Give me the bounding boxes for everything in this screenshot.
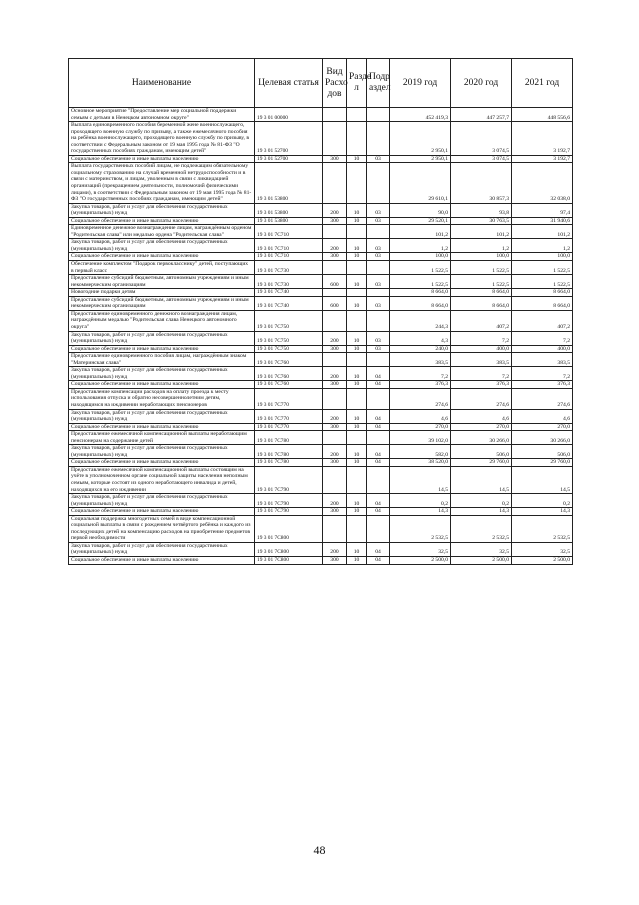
- row-subsection-cell: 03: [367, 296, 390, 310]
- row-name-cell: Социальное обеспечение и иные выплаты населению: [69, 155, 255, 163]
- row-2021-cell: 2 532,5: [512, 515, 573, 542]
- row-type-cell: 200: [323, 331, 347, 345]
- row-2019-cell: 4,6: [390, 409, 451, 423]
- table-row: [69, 239, 573, 253]
- row-2019-cell: 383,5: [390, 353, 451, 367]
- row-2020-cell: 407,2: [451, 310, 512, 331]
- table-row: [69, 515, 573, 542]
- col-header-2020: 2020 год: [451, 59, 512, 108]
- row-target-cell: 19 3 01 7С780: [255, 445, 323, 459]
- row-2020-cell: 100,0: [451, 253, 512, 261]
- row-subsection-cell: 03: [367, 155, 390, 163]
- row-target-cell: 19 3 01 52700: [255, 155, 323, 163]
- row-target-cell: 19 3 01 7С710: [255, 225, 323, 239]
- row-subsection-cell: 03: [367, 275, 390, 289]
- row-2020-cell: 1 522,5: [451, 261, 512, 275]
- row-2019-cell: 29 610,1: [390, 163, 451, 203]
- row-type-cell: [323, 353, 347, 367]
- row-name-cell: Социальное обеспечение и иные выплаты населению: [69, 508, 255, 516]
- row-target-cell: 19 3 01 7С730: [255, 275, 323, 289]
- row-subsection-cell: [367, 122, 390, 156]
- row-type-cell: 300: [323, 381, 347, 389]
- row-type-cell: 300: [323, 217, 347, 225]
- table-row: [69, 557, 573, 565]
- table-header-row: [69, 59, 573, 108]
- row-subsection-cell: [367, 431, 390, 445]
- table-row: [69, 296, 573, 310]
- row-type-cell: [323, 310, 347, 331]
- row-name-cell: Социальная поддержка многодетных семей в виде компенсационной социальной выплаты в связи с рождением четвёртого ребёнка и каждого из последующих детей на компенсацию расходов на приобретение предметов первой необходимости: [69, 515, 255, 542]
- row-section-cell: 10: [347, 203, 367, 217]
- row-subsection-cell: 03: [367, 253, 390, 261]
- row-section-cell: 10: [347, 423, 367, 431]
- row-target-cell: 19 3 01 7С710: [255, 253, 323, 261]
- table-row: [69, 431, 573, 445]
- row-subsection-cell: 03: [367, 239, 390, 253]
- row-target-cell: 19 3 01 7С780: [255, 459, 323, 467]
- row-subsection-cell: 04: [367, 542, 390, 556]
- row-subsection-cell: 03: [367, 203, 390, 217]
- row-name-cell: Основное мероприятие "Предоставление мер социальной поддержки семьям с детьми в Ненецком автономном округе": [69, 108, 255, 122]
- row-2019-cell: 274,6: [390, 388, 451, 409]
- row-2019-cell: 32,5: [390, 542, 451, 556]
- row-target-cell: 19 3 01 7С780: [255, 431, 323, 445]
- row-2021-cell: 0,2: [512, 494, 573, 508]
- row-section-cell: 10: [347, 296, 367, 310]
- row-name-cell: Социальное обеспечение и иные выплаты населению: [69, 381, 255, 389]
- row-section-cell: [347, 466, 367, 493]
- row-section-cell: 10: [347, 459, 367, 467]
- row-2020-cell: 383,5: [451, 353, 512, 367]
- row-target-cell: 19 3 01 7С710: [255, 239, 323, 253]
- table-body: [69, 108, 573, 565]
- row-section-cell: 10: [347, 331, 367, 345]
- row-2019-cell: 244,3: [390, 310, 451, 331]
- row-section-cell: 10: [347, 494, 367, 508]
- row-section-cell: [347, 515, 367, 542]
- row-type-cell: 300: [323, 459, 347, 467]
- row-subsection-cell: 04: [367, 494, 390, 508]
- row-2020-cell: 14,3: [451, 508, 512, 516]
- row-2020-cell: 32,5: [451, 542, 512, 556]
- row-section-cell: [347, 108, 367, 122]
- table-row: [69, 367, 573, 381]
- row-name-cell: Социальное обеспечение и иные выплаты населению: [69, 217, 255, 225]
- row-2021-cell: 274,6: [512, 388, 573, 409]
- row-2021-cell: 1,2: [512, 239, 573, 253]
- row-2021-cell: 97,4: [512, 203, 573, 217]
- table-row: [69, 409, 573, 423]
- row-2019-cell: 8 664,0: [390, 289, 451, 297]
- table-row: [69, 353, 573, 367]
- row-type-cell: [323, 261, 347, 275]
- row-target-cell: 19 3 01 7С760: [255, 367, 323, 381]
- row-subsection-cell: 04: [367, 367, 390, 381]
- row-name-cell: Социальное обеспечение и иные выплаты населению: [69, 345, 255, 353]
- row-target-cell: 19 3 01 7С750: [255, 331, 323, 345]
- row-2021-cell: 407,2: [512, 310, 573, 331]
- row-subsection-cell: [367, 466, 390, 493]
- table-row: [69, 225, 573, 239]
- row-name-cell: Предоставление ежемесячной компенсационной выплаты состоящим на учёте в уполномоченном органе социальной защиты населения неполным семьям, которые состоят из одного неработающего инвалида и детей, находящихся на его иждивении: [69, 466, 255, 493]
- row-section-cell: [347, 388, 367, 409]
- row-2020-cell: 14,5: [451, 466, 512, 493]
- row-2021-cell: 270,0: [512, 423, 573, 431]
- row-2020-cell: 3 074,5: [451, 155, 512, 163]
- row-name-cell: Предоставление единовременного пособия лицам, награждённым знаком "Материнская слава": [69, 353, 255, 367]
- row-2019-cell: 376,3: [390, 381, 451, 389]
- table-row: [69, 108, 573, 122]
- row-2020-cell: 7,2: [451, 367, 512, 381]
- row-target-cell: 19 3 01 7С790: [255, 466, 323, 493]
- row-2019-cell: 240,0: [390, 345, 451, 353]
- row-2021-cell: 448 556,6: [512, 108, 573, 122]
- table-row: [69, 253, 573, 261]
- row-type-cell: 300: [323, 155, 347, 163]
- row-subsection-cell: 03: [367, 345, 390, 353]
- row-type-cell: 200: [323, 203, 347, 217]
- row-target-cell: 19 3 01 7С760: [255, 381, 323, 389]
- row-2019-cell: 270,0: [390, 423, 451, 431]
- row-2021-cell: 8 664,0: [512, 289, 573, 297]
- row-2021-cell: 29 760,0: [512, 459, 573, 467]
- col-header-name: Наименование: [69, 59, 255, 108]
- row-2020-cell: 30 763,5: [451, 217, 512, 225]
- table-row: [69, 261, 573, 275]
- row-subsection-cell: 04: [367, 508, 390, 516]
- page-number: 48: [313, 843, 326, 857]
- row-target-cell: 19 3 01 7С800: [255, 542, 323, 556]
- row-target-cell: 19 3 01 53800: [255, 203, 323, 217]
- table-row: [69, 345, 573, 353]
- table-row: [69, 494, 573, 508]
- row-2019-cell: 14,5: [390, 466, 451, 493]
- row-name-cell: Закупка товаров, работ и услуг для обеспечения государственных (муниципальных) нужд: [69, 239, 255, 253]
- row-2021-cell: 400,0: [512, 345, 573, 353]
- row-target-cell: 19 3 01 52700: [255, 122, 323, 156]
- table-row: [69, 155, 573, 163]
- col-header-target: Целевая статья: [255, 59, 323, 108]
- row-name-cell: Закупка товаров, работ и услуг для обеспечения государственных (муниципальных) нужд: [69, 409, 255, 423]
- row-2019-cell: 38 520,0: [390, 459, 451, 467]
- row-target-cell: 19 3 01 7С750: [255, 345, 323, 353]
- row-subsection-cell: [367, 163, 390, 203]
- row-2020-cell: 506,0: [451, 445, 512, 459]
- row-subsection-cell: 04: [367, 409, 390, 423]
- row-2021-cell: 30 266,0: [512, 431, 573, 445]
- row-2020-cell: 8 664,0: [451, 296, 512, 310]
- row-2021-cell: 31 940,6: [512, 217, 573, 225]
- row-2021-cell: 100,0: [512, 253, 573, 261]
- row-2019-cell: 0,2: [390, 494, 451, 508]
- row-2021-cell: 1 522,5: [512, 261, 573, 275]
- table-row: [69, 122, 573, 156]
- row-type-cell: 300: [323, 345, 347, 353]
- row-section-cell: 10: [347, 345, 367, 353]
- row-section-cell: 10: [347, 557, 367, 565]
- row-2019-cell: 39 102,0: [390, 431, 451, 445]
- row-section-cell: 10: [347, 239, 367, 253]
- row-2019-cell: 29 520,1: [390, 217, 451, 225]
- row-type-cell: [323, 225, 347, 239]
- row-2020-cell: 8 664,0: [451, 289, 512, 297]
- col-header-subsection: Подр аздел: [367, 59, 390, 108]
- row-section-cell: [347, 261, 367, 275]
- row-2019-cell: 1,2: [390, 239, 451, 253]
- row-name-cell: Выплата государственных пособий лицам, не подлежащим обязательному социальному страхованию на случай временной нетрудоспособности и в связи с материнством, и лицам, уволенным в связи с ликвидацией организаций (прекращением деятельности, полномочий физическими лицами), в соответствии с Федеральным законом от 19 мая 1995 года № 81-ФЗ "О государственных пособиях гражданам, имеющим детей": [69, 163, 255, 203]
- row-section-cell: [347, 353, 367, 367]
- row-name-cell: Единовременное денежное вознаграждение лицам, награждённым орденом "Родительская слава" или медалью ордена "Родительская слава": [69, 225, 255, 239]
- table-row: [69, 310, 573, 331]
- row-type-cell: 200: [323, 445, 347, 459]
- row-section-cell: [347, 225, 367, 239]
- row-2020-cell: 400,0: [451, 345, 512, 353]
- row-2021-cell: 32 038,0: [512, 163, 573, 203]
- row-subsection-cell: [367, 289, 390, 297]
- row-type-cell: 300: [323, 423, 347, 431]
- row-name-cell: Социальное обеспечение и иные выплаты населению: [69, 423, 255, 431]
- row-2021-cell: 1 522,5: [512, 275, 573, 289]
- table-row: [69, 289, 573, 297]
- row-subsection-cell: 04: [367, 459, 390, 467]
- row-subsection-cell: [367, 261, 390, 275]
- row-2021-cell: 7,2: [512, 331, 573, 345]
- row-2020-cell: 270,0: [451, 423, 512, 431]
- row-2021-cell: 506,0: [512, 445, 573, 459]
- row-2021-cell: 4,6: [512, 409, 573, 423]
- row-type-cell: [323, 515, 347, 542]
- row-subsection-cell: 04: [367, 557, 390, 565]
- row-type-cell: [323, 163, 347, 203]
- row-2019-cell: 1 522,5: [390, 275, 451, 289]
- row-target-cell: 19 3 01 7С740: [255, 296, 323, 310]
- row-subsection-cell: 04: [367, 381, 390, 389]
- row-section-cell: [347, 431, 367, 445]
- row-section-cell: 10: [347, 542, 367, 556]
- row-name-cell: Предоставление субсидий бюджетным, автономным учреждениям и иным некоммерческим организациям: [69, 296, 255, 310]
- row-2020-cell: 1 522,5: [451, 275, 512, 289]
- row-2021-cell: 3 192,7: [512, 122, 573, 156]
- row-section-cell: 10: [347, 253, 367, 261]
- table-row: [69, 542, 573, 556]
- row-2021-cell: 32,5: [512, 542, 573, 556]
- row-2019-cell: 1 522,5: [390, 261, 451, 275]
- row-type-cell: [323, 108, 347, 122]
- row-2019-cell: 7,2: [390, 367, 451, 381]
- col-header-2019: 2019 год: [390, 59, 451, 108]
- row-2019-cell: 2 950,1: [390, 155, 451, 163]
- table-row: [69, 217, 573, 225]
- row-2020-cell: 30 857,3: [451, 163, 512, 203]
- row-target-cell: 19 3 01 7С730: [255, 261, 323, 275]
- row-2020-cell: 7,2: [451, 331, 512, 345]
- row-2020-cell: 2 532,5: [451, 515, 512, 542]
- row-type-cell: 300: [323, 557, 347, 565]
- row-subsection-cell: [367, 388, 390, 409]
- row-2020-cell: 376,3: [451, 381, 512, 389]
- row-name-cell: Закупка товаров, работ и услуг для обеспечения государственных (муниципальных) нужд: [69, 203, 255, 217]
- row-2020-cell: 274,6: [451, 388, 512, 409]
- row-section-cell: [347, 122, 367, 156]
- row-subsection-cell: [367, 353, 390, 367]
- row-2020-cell: 1,2: [451, 239, 512, 253]
- row-2019-cell: 101,2: [390, 225, 451, 239]
- col-header-2021: 2021 год: [512, 59, 573, 108]
- row-target-cell: 19 3 01 7С770: [255, 388, 323, 409]
- row-name-cell: Предоставление компенсации расходов на оплату проезда к месту использования отпуска и обратно несовершеннолетним детям, находящимся на иждивении неработающих пенсионеров: [69, 388, 255, 409]
- row-subsection-cell: [367, 515, 390, 542]
- row-name-cell: Предоставление субсидий бюджетным, автономным учреждениям и иным некоммерческим организациям: [69, 275, 255, 289]
- row-2021-cell: 383,5: [512, 353, 573, 367]
- row-section-cell: 10: [347, 275, 367, 289]
- row-subsection-cell: 04: [367, 423, 390, 431]
- row-type-cell: 300: [323, 508, 347, 516]
- row-2019-cell: 2 500,0: [390, 557, 451, 565]
- row-2019-cell: 582,0: [390, 445, 451, 459]
- row-target-cell: 19 3 01 7С800: [255, 515, 323, 542]
- row-type-cell: 200: [323, 239, 347, 253]
- row-section-cell: 10: [347, 367, 367, 381]
- row-name-cell: Обеспечение комплектом "Подарок первокласснику" детей, поступающих в первый класс: [69, 261, 255, 275]
- row-target-cell: 19 3 01 7С750: [255, 310, 323, 331]
- row-2019-cell: 452 419,3: [390, 108, 451, 122]
- row-name-cell: Закупка товаров, работ и услуг для обеспечения государственных (муниципальных) нужд: [69, 542, 255, 556]
- row-section-cell: [347, 163, 367, 203]
- row-2019-cell: 100,0: [390, 253, 451, 261]
- row-name-cell: Социальное обеспечение и иные выплаты населению: [69, 253, 255, 261]
- row-name-cell: Социальное обеспечение и иные выплаты населению: [69, 557, 255, 565]
- row-2020-cell: 30 266,0: [451, 431, 512, 445]
- row-2019-cell: 8 664,0: [390, 296, 451, 310]
- row-type-cell: [323, 289, 347, 297]
- row-2021-cell: 2 500,0: [512, 557, 573, 565]
- row-type-cell: [323, 466, 347, 493]
- row-2019-cell: 4,3: [390, 331, 451, 345]
- row-target-cell: 19 3 01 7С770: [255, 423, 323, 431]
- row-name-cell: Закупка товаров, работ и услуг для обеспечения государственных (муниципальных) нужд: [69, 367, 255, 381]
- row-name-cell: Закупка товаров, работ и услуг для обеспечения государственных (муниципальных) нужд: [69, 445, 255, 459]
- row-type-cell: 600: [323, 296, 347, 310]
- row-2020-cell: 93,8: [451, 203, 512, 217]
- row-2019-cell: 2 532,5: [390, 515, 451, 542]
- row-section-cell: 10: [347, 445, 367, 459]
- row-target-cell: 19 3 01 7С740: [255, 289, 323, 297]
- row-section-cell: 10: [347, 409, 367, 423]
- budget-table-page: [68, 58, 572, 565]
- row-2020-cell: 2 500,0: [451, 557, 512, 565]
- row-section-cell: 10: [347, 381, 367, 389]
- row-2019-cell: 2 950,1: [390, 122, 451, 156]
- table-row: [69, 508, 573, 516]
- row-2021-cell: 376,3: [512, 381, 573, 389]
- row-2019-cell: 14,3: [390, 508, 451, 516]
- table-row: [69, 381, 573, 389]
- row-type-cell: 200: [323, 367, 347, 381]
- row-2020-cell: 3 074,5: [451, 122, 512, 156]
- row-name-cell: Новогодние подарки детям: [69, 289, 255, 297]
- row-target-cell: 19 3 01 7С790: [255, 494, 323, 508]
- row-name-cell: Предоставление ежемесячной компенсационной выплаты неработающим пенсионерам на содержание детей: [69, 431, 255, 445]
- row-target-cell: 19 3 01 7С790: [255, 508, 323, 516]
- row-section-cell: 10: [347, 155, 367, 163]
- row-subsection-cell: [367, 310, 390, 331]
- row-name-cell: Закупка товаров, работ и услуг для обеспечения государственных (муниципальных) нужд: [69, 494, 255, 508]
- row-type-cell: 600: [323, 275, 347, 289]
- row-name-cell: Предоставление единовременного денежного вознаграждения лицам, награждённым медалью "Родительская слава Ненецкого автономного округа": [69, 310, 255, 331]
- row-2021-cell: 3 192,7: [512, 155, 573, 163]
- col-header-type: Вид Расхо дов: [323, 59, 347, 108]
- table-row: [69, 331, 573, 345]
- row-type-cell: 200: [323, 542, 347, 556]
- row-name-cell: Выплата единовременного пособия беременной жене военнослужащего, проходящего военную службу по призыву, а также ежемесячного пособия на ребёнка военнослужащего, проходящего военную службу по призыву, в соответствии с Федеральным законом от 19 мая 1995 года № 81-ФЗ "О государственных пособиях гражданам, имеющим детей": [69, 122, 255, 156]
- row-2020-cell: 447 257,7: [451, 108, 512, 122]
- row-section-cell: [347, 310, 367, 331]
- col-header-section: Разде л: [347, 59, 367, 108]
- row-target-cell: 19 3 01 53800: [255, 163, 323, 203]
- table-row: [69, 459, 573, 467]
- row-name-cell: Социальное обеспечение и иные выплаты населению: [69, 459, 255, 467]
- row-section-cell: 10: [347, 508, 367, 516]
- table-row: [69, 466, 573, 493]
- row-target-cell: 19 3 01 7С800: [255, 557, 323, 565]
- budget-table: [68, 58, 573, 565]
- row-2020-cell: 4,6: [451, 409, 512, 423]
- row-subsection-cell: 03: [367, 331, 390, 345]
- row-section-cell: 10: [347, 217, 367, 225]
- row-subsection-cell: [367, 108, 390, 122]
- row-subsection-cell: 04: [367, 445, 390, 459]
- row-target-cell: 19 3 01 7С770: [255, 409, 323, 423]
- table-row: [69, 423, 573, 431]
- row-type-cell: [323, 388, 347, 409]
- row-type-cell: [323, 122, 347, 156]
- row-2021-cell: 8 664,0: [512, 296, 573, 310]
- row-type-cell: 300: [323, 253, 347, 261]
- row-2021-cell: 14,3: [512, 508, 573, 516]
- row-type-cell: 200: [323, 494, 347, 508]
- row-subsection-cell: 03: [367, 217, 390, 225]
- row-target-cell: 19 3 01 00000: [255, 108, 323, 122]
- table-row: [69, 445, 573, 459]
- table-row: [69, 163, 573, 203]
- row-2019-cell: 90,0: [390, 203, 451, 217]
- row-2020-cell: 0,2: [451, 494, 512, 508]
- row-name-cell: Закупка товаров, работ и услуг для обеспечения государственных (муниципальных) нужд: [69, 331, 255, 345]
- row-subsection-cell: [367, 225, 390, 239]
- row-2021-cell: 7,2: [512, 367, 573, 381]
- row-target-cell: 19 3 01 7С760: [255, 353, 323, 367]
- row-2021-cell: 14,5: [512, 466, 573, 493]
- row-2020-cell: 101,2: [451, 225, 512, 239]
- row-target-cell: 19 3 01 53800: [255, 217, 323, 225]
- table-row: [69, 203, 573, 217]
- row-section-cell: [347, 289, 367, 297]
- table-row: [69, 275, 573, 289]
- row-2020-cell: 29 760,0: [451, 459, 512, 467]
- table-row: [69, 388, 573, 409]
- row-type-cell: [323, 431, 347, 445]
- row-2021-cell: 101,2: [512, 225, 573, 239]
- row-type-cell: 200: [323, 409, 347, 423]
